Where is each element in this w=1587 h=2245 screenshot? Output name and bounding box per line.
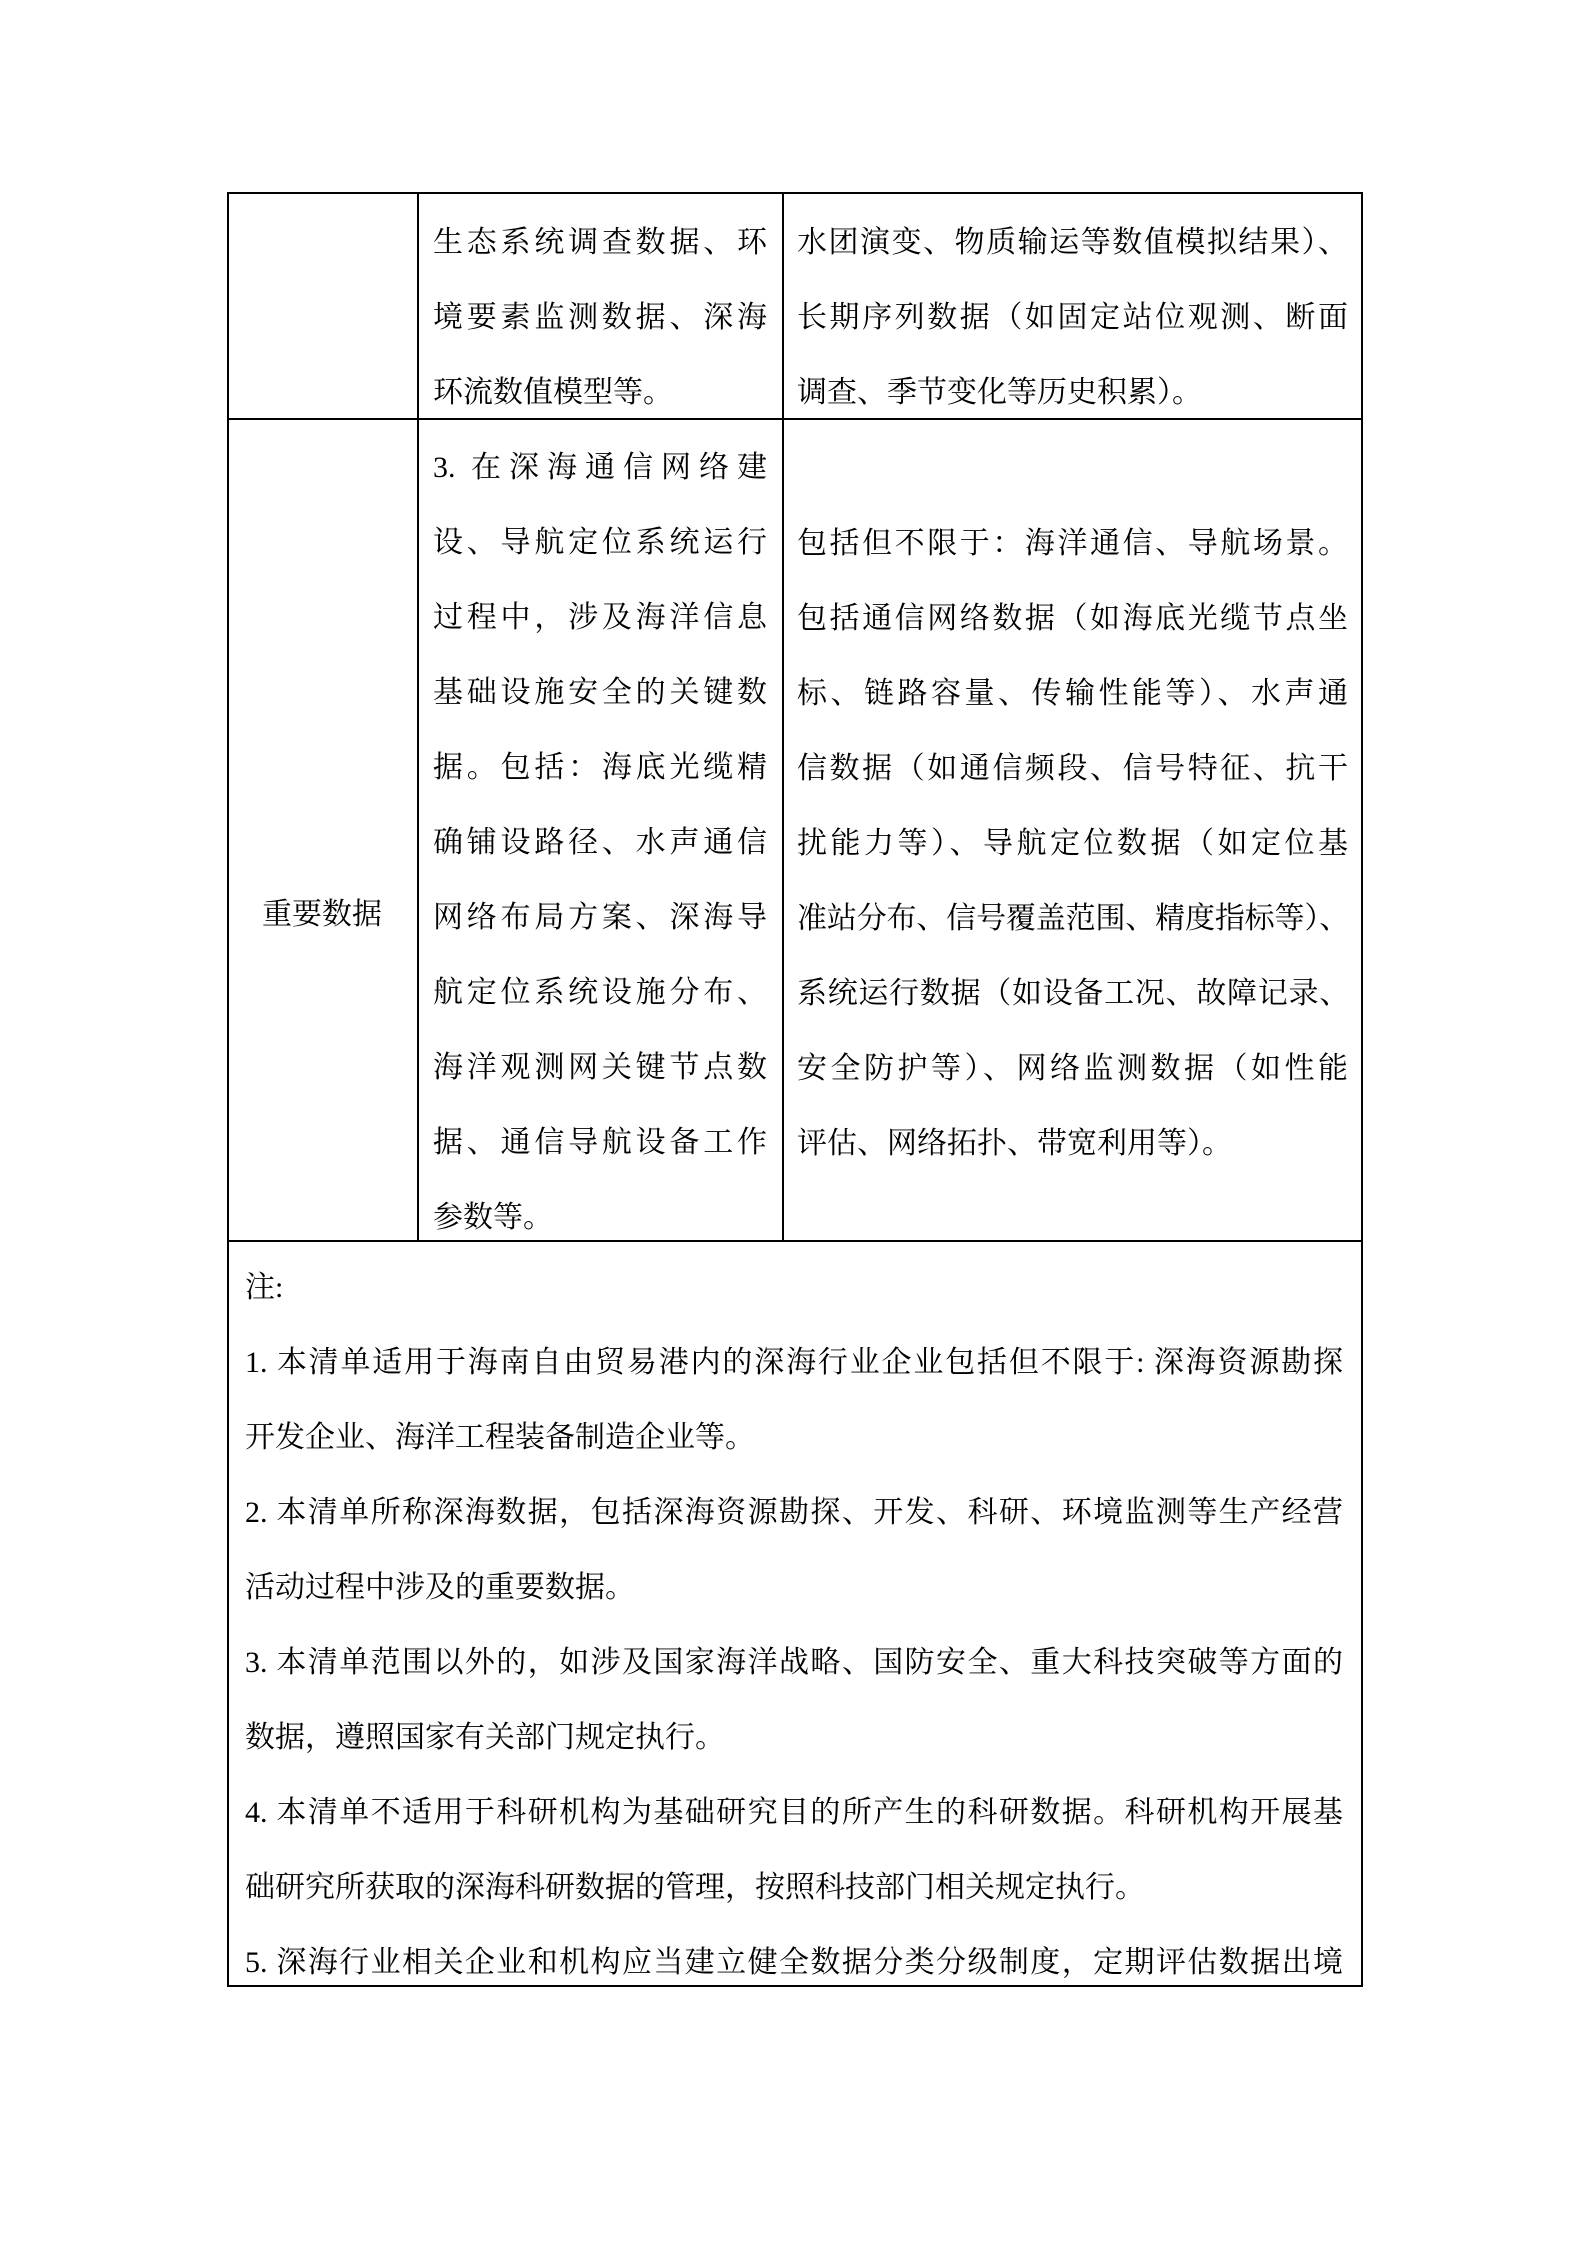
text-line: 基础设施安全的关键数 [433, 676, 767, 709]
text-line: 海洋观测网关键节点数 [433, 1051, 767, 1084]
note-item-line: 1. 本清单适用于海南自由贸易港内的深海行业企业包括但不限于: 深海资源勘探 [245, 1346, 1343, 1379]
text-line: 环流数值模型等。 [433, 376, 673, 409]
table-row-divider-2 [227, 1240, 1363, 1242]
text-line: 长期序列数据（如固定站位观测、断面 [797, 301, 1348, 334]
text-line: 过程中，涉及海洋信息 [433, 601, 767, 634]
note-item-line: 4. 本清单不适用于科研机构为基础研究目的所产生的科研数据。科研机构开展基 [245, 1796, 1343, 1829]
text-line: 安全防护等）、网络监测数据（如性能 [797, 1052, 1348, 1085]
deep-sea-data-classification-table [227, 192, 1363, 1987]
text-line: 评估、网络拓扑、带宽利用等）。 [797, 1127, 1232, 1160]
text-line: 确铺设路径、水声通信 [433, 826, 767, 859]
table-top-border [227, 192, 1363, 194]
text-line: 标、链路容量、传输性能等）、水声通 [797, 677, 1348, 710]
text-line: 航定位系统设施分布、 [433, 976, 767, 1009]
table-left-border [227, 192, 229, 1987]
text-line: 调查、季节变化等历史积累）。 [797, 376, 1202, 409]
note-item-line: 开发企业、海洋工程装备制造企业等。 [245, 1421, 755, 1454]
text-line: 信数据（如通信频段、信号特征、抗干 [797, 752, 1348, 785]
text-line: 境要素监测数据、深海 [433, 301, 767, 334]
text-line: 生态系统调查数据、环 [433, 226, 767, 259]
table-column-divider-1 [417, 192, 419, 1240]
table-column-divider-2 [782, 192, 784, 1240]
text-line: 准站分布、信号覆盖范围、精度指标等）、 [797, 902, 1348, 935]
text-line: 据。包括：海底光缆精 [433, 751, 767, 784]
text-line: 包括通信网络数据（如海底光缆节点坐 [797, 602, 1348, 635]
text-line: 水团演变、物质输运等数值模拟结果）、 [797, 226, 1348, 259]
note-item-line: 活动过程中涉及的重要数据。 [245, 1571, 635, 1604]
note-item-line: 5. 深海行业相关企业和机构应当建立健全数据分类分级制度，定期评估数据出境 [245, 1946, 1343, 1979]
cell-row1-data-description [797, 205, 1348, 430]
note-item-line: 数据，遵照国家有关部门规定执行。 [245, 1721, 725, 1754]
note-item-line: 础研究所获取的深海科研数据的管理，按照科技部门相关规定执行。 [245, 1871, 1145, 1904]
notes-heading: 注: [245, 1271, 284, 1304]
text-line: 3. 在深海通信网络建 [433, 451, 767, 484]
text-line: 包括但不限于：海洋通信、导航场景。 [797, 527, 1348, 560]
text-line: 网络布局方案、深海导 [433, 901, 767, 934]
notes-section [245, 1250, 1343, 1987]
cell-row2-data-scope [433, 430, 767, 1255]
cell-row2-data-description [797, 506, 1348, 1181]
text-line: 扰能力等）、导航定位数据（如定位基 [797, 827, 1348, 860]
text-line: 设、导航定位系统运行 [433, 526, 767, 559]
cell-row2-category-label [227, 877, 417, 952]
table-right-border [1361, 192, 1363, 1987]
text-line: 参数等。 [433, 1201, 553, 1234]
note-item-line: 2. 本清单所称深海数据，包括深海资源勘探、开发、科研、环境监测等生产经营 [245, 1496, 1343, 1529]
note-item-line: 3. 本清单范围以外的，如涉及国家海洋战略、国防安全、重大科技突破等方面的 [245, 1646, 1343, 1679]
important-data-label: 重要数据 [262, 898, 382, 931]
cell-row1-data-scope [433, 205, 767, 430]
text-line: 系统运行数据（如设备工况、故障记录、 [797, 977, 1348, 1010]
text-line: 据、通信导航设备工作 [433, 1126, 767, 1159]
